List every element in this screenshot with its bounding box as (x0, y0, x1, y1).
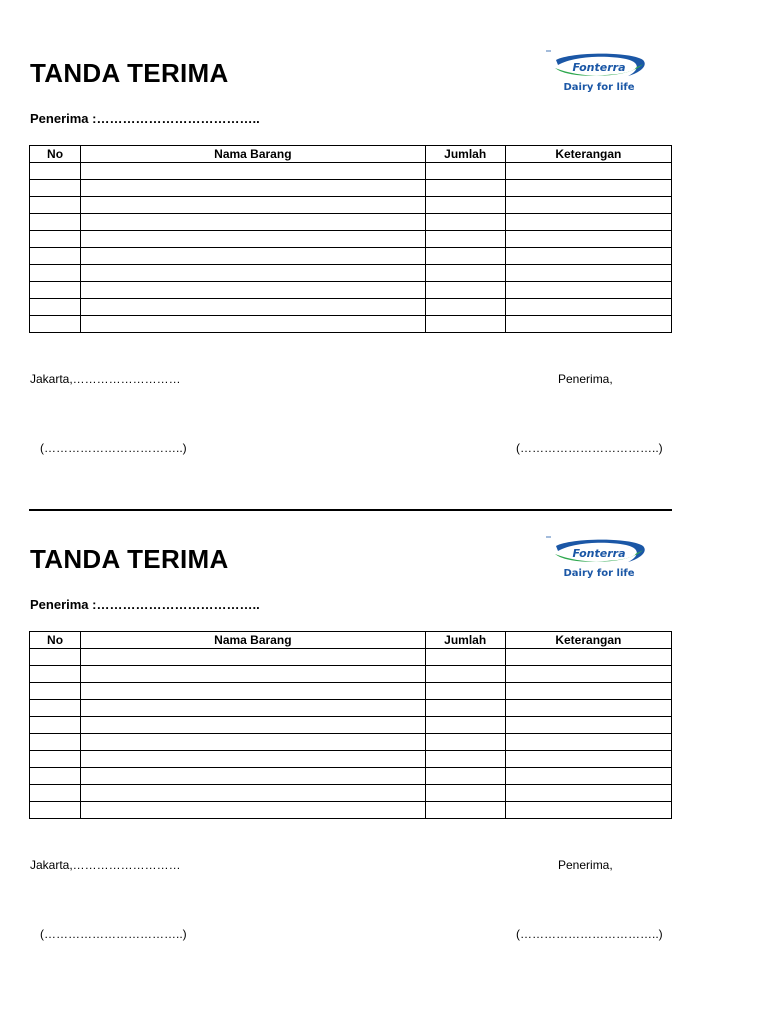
cell-item-name (81, 700, 426, 717)
table-row (30, 649, 672, 666)
cell-no (30, 683, 81, 700)
table-row (30, 802, 672, 819)
table-header-row (30, 146, 672, 163)
cell-no (30, 231, 81, 248)
table-row (30, 180, 672, 197)
cell-item-name (81, 180, 426, 197)
cell-notes (505, 248, 671, 265)
cell-no (30, 214, 81, 231)
cell-notes (505, 282, 671, 299)
cell-quantity (425, 649, 505, 666)
cell-notes (505, 751, 671, 768)
cell-no (30, 768, 81, 785)
recipient-signature-label: Penerima, (558, 858, 613, 872)
cell-notes (505, 802, 671, 819)
table-row (30, 666, 672, 683)
recipient-signature-line: (……………………………..) (516, 441, 663, 455)
cell-notes (505, 666, 671, 683)
column-header-item-name: Nama Barang (81, 632, 426, 649)
cell-quantity (425, 717, 505, 734)
table-header-row (30, 632, 672, 649)
column-header-notes: Keterangan (505, 146, 671, 163)
cell-quantity (425, 163, 505, 180)
cell-no (30, 717, 81, 734)
cell-item-name (81, 785, 426, 802)
cell-item-name (81, 214, 426, 231)
cell-item-name (81, 316, 426, 333)
column-header-item-name: Nama Barang (81, 146, 426, 163)
table-row (30, 717, 672, 734)
fonterra-logo (544, 46, 654, 96)
table-row (30, 265, 672, 282)
cell-notes (505, 734, 671, 751)
table-row (30, 768, 672, 785)
cell-no (30, 299, 81, 316)
logo-tagline: Dairy for life (563, 82, 635, 93)
cell-item-name (81, 717, 426, 734)
cell-no (30, 248, 81, 265)
cell-no (30, 649, 81, 666)
cell-quantity (425, 751, 505, 768)
table-row (30, 683, 672, 700)
table-row (30, 316, 672, 333)
table-row (30, 700, 672, 717)
cell-no (30, 802, 81, 819)
cell-no (30, 734, 81, 751)
fonterra-logo-icon (544, 532, 654, 582)
cell-notes (505, 768, 671, 785)
logo-tagline: Dairy for life (563, 568, 635, 579)
cell-quantity (425, 180, 505, 197)
cell-item-name (81, 751, 426, 768)
column-header-quantity: Jumlah (425, 632, 505, 649)
cell-item-name (81, 683, 426, 700)
cell-notes (505, 717, 671, 734)
fonterra-logo-icon (544, 46, 654, 96)
cell-item-name (81, 197, 426, 214)
cell-no (30, 282, 81, 299)
recipient-signature-label: Penerima, (558, 372, 613, 386)
cell-item-name (81, 282, 426, 299)
receipt-slip-2 (0, 486, 768, 941)
cell-quantity (425, 785, 505, 802)
cell-item-name (81, 802, 426, 819)
place-date-field: Jakarta,……………………… (30, 858, 181, 872)
cell-item-name (81, 666, 426, 683)
cell-item-name (81, 649, 426, 666)
cell-no (30, 666, 81, 683)
cell-item-name (81, 768, 426, 785)
cell-notes (505, 649, 671, 666)
cell-quantity (425, 700, 505, 717)
cell-notes (505, 700, 671, 717)
table-row (30, 163, 672, 180)
cell-quantity (425, 316, 505, 333)
cell-no (30, 197, 81, 214)
sender-signature-line: (……………………………..) (40, 441, 187, 455)
table-row (30, 231, 672, 248)
table-row (30, 785, 672, 802)
cell-item-name (81, 734, 426, 751)
column-header-quantity: Jumlah (425, 146, 505, 163)
page-title: TANDA TERIMA (30, 544, 229, 574)
logo-wordmark: Fonterra (572, 547, 626, 560)
items-table (29, 631, 672, 819)
cell-quantity (425, 683, 505, 700)
cell-quantity (425, 248, 505, 265)
cell-item-name (81, 248, 426, 265)
cell-no (30, 316, 81, 333)
table-row (30, 282, 672, 299)
cell-no (30, 700, 81, 717)
table-row (30, 248, 672, 265)
cell-notes (505, 299, 671, 316)
table-row (30, 299, 672, 316)
cell-notes (505, 785, 671, 802)
cell-item-name (81, 265, 426, 282)
cell-no (30, 751, 81, 768)
recipient-field: Penerima :……………………………….. (30, 111, 260, 126)
cell-quantity (425, 666, 505, 683)
cell-quantity (425, 768, 505, 785)
sender-signature-line: (……………………………..) (40, 927, 187, 941)
receipt-slip-1 (0, 0, 768, 455)
logo-wordmark: Fonterra (572, 61, 626, 74)
column-header-no: No (30, 146, 81, 163)
place-date-field: Jakarta,……………………… (30, 372, 181, 386)
table-row (30, 751, 672, 768)
cell-no (30, 785, 81, 802)
cell-no (30, 163, 81, 180)
cell-notes (505, 180, 671, 197)
cell-item-name (81, 299, 426, 316)
cell-quantity (425, 231, 505, 248)
cell-notes (505, 197, 671, 214)
recipient-signature-line: (……………………………..) (516, 927, 663, 941)
cell-quantity (425, 197, 505, 214)
cell-item-name (81, 231, 426, 248)
items-table (29, 145, 672, 333)
cell-quantity (425, 802, 505, 819)
cell-quantity (425, 265, 505, 282)
cell-notes (505, 265, 671, 282)
table-row (30, 214, 672, 231)
page-title: TANDA TERIMA (30, 58, 229, 88)
cell-quantity (425, 282, 505, 299)
column-header-notes: Keterangan (505, 632, 671, 649)
cell-notes (505, 214, 671, 231)
fonterra-logo (544, 532, 654, 582)
cell-notes (505, 163, 671, 180)
cell-quantity (425, 734, 505, 751)
cell-quantity (425, 214, 505, 231)
table-row (30, 734, 672, 751)
cell-notes (505, 231, 671, 248)
cell-no (30, 180, 81, 197)
recipient-field: Penerima :……………………………….. (30, 597, 260, 612)
column-header-no: No (30, 632, 81, 649)
cell-no (30, 265, 81, 282)
cell-item-name (81, 163, 426, 180)
table-row (30, 197, 672, 214)
cell-notes (505, 316, 671, 333)
cell-quantity (425, 299, 505, 316)
cell-notes (505, 683, 671, 700)
